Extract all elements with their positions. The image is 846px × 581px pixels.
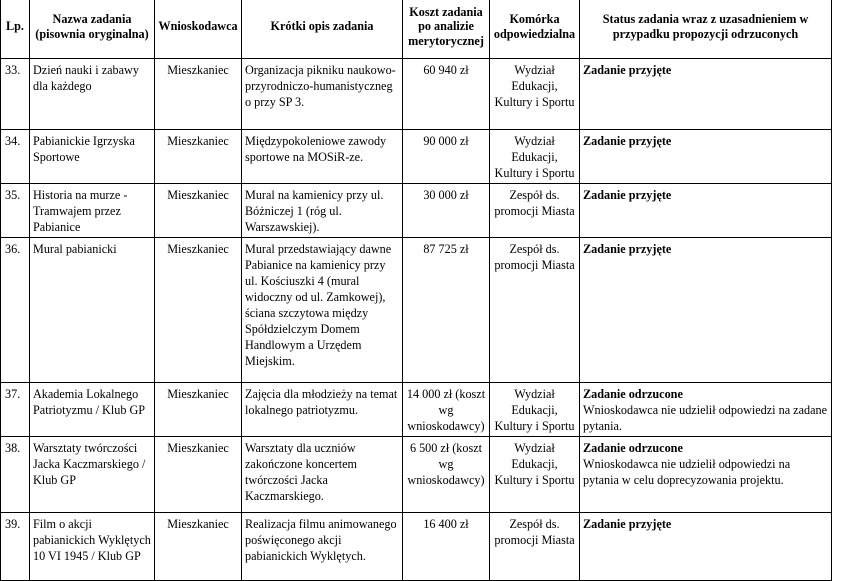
- cell-status: [580, 238, 832, 383]
- cell-unit: Wydział Edukacji, Kultury i Sportu: [490, 437, 580, 513]
- header-lp: Lp.: [1, 0, 30, 59]
- cell-status: [580, 437, 832, 513]
- cell-cost: 16 400 zł: [403, 513, 490, 581]
- cell-unit: Zespół ds. promocji Miasta: [490, 513, 580, 581]
- status-note: Wnioskodawca nie udzielił odpowiedzi na pytania w celu doprecyzowania projektu.: [583, 457, 791, 487]
- cell-cost: 6 500 zł (koszt wg wnioskodawcy): [403, 437, 490, 513]
- header-applicant: Wnioskodawca: [155, 0, 242, 59]
- cell-description: Zajęcia dla młodzieży na temat lokalnego patriotyzmu.: [242, 383, 403, 437]
- status-label: Zadanie odrzucone: [583, 441, 683, 455]
- status-label: Zadanie przyjęte: [583, 188, 672, 202]
- status-note: Wnioskodawca nie udzielił odpowiedzi na zadane pytania.: [583, 403, 827, 433]
- cell-applicant: Mieszkaniec: [155, 184, 242, 238]
- cell-cost: 90 000 zł: [403, 130, 490, 184]
- cell-unit: Wydział Edukacji, Kultury i Sportu: [490, 383, 580, 437]
- cell-status: [580, 513, 832, 581]
- cell-cost: 30 000 zł: [403, 184, 490, 238]
- table-row: [1, 437, 832, 513]
- cell-description: Warsztaty dla uczniów zakończone koncertem twórczości Jacka Kaczmarskiego.: [242, 437, 403, 513]
- cell-status: [580, 130, 832, 184]
- cell-lp: 36.: [1, 238, 30, 383]
- cell-description: Mural na kamienicy przy ul. Bóżniczej 1 (róg ul. Warszawskiej).: [242, 184, 403, 238]
- cell-applicant: Mieszkaniec: [155, 383, 242, 437]
- cell-name: Dzień nauki i zabawy dla każdego: [30, 59, 155, 130]
- cell-description: Mural przedstawiający dawne Pabianice na kamienicy przy ul. Kościuszki 4 (mural widoczny od ul. Zamkowej), ściana szczytowa między Spółdzielczym Domem Handlowym a Urzędem Miejskim.: [242, 238, 403, 383]
- table-row: [1, 130, 832, 184]
- cell-applicant: Mieszkaniec: [155, 130, 242, 184]
- header-name: Nazwa zadania (pisownia oryginalna): [30, 0, 155, 59]
- cell-name: Warsztaty twórczości Jacka Kaczmarskiego / Klub GP: [30, 437, 155, 513]
- table-row: [1, 513, 832, 581]
- status-label: Zadanie przyjęte: [583, 242, 672, 256]
- status-label: Zadanie odrzucone: [583, 387, 683, 401]
- table-row: [1, 383, 832, 437]
- cell-applicant: Mieszkaniec: [155, 437, 242, 513]
- status-label: Zadanie przyjęte: [583, 517, 672, 531]
- table-row: [1, 59, 832, 130]
- cell-status: [580, 184, 832, 238]
- cell-applicant: Mieszkaniec: [155, 238, 242, 383]
- cell-description: Międzypokoleniowe zawody sportowe na MOSiR-ze.: [242, 130, 403, 184]
- table-row: [1, 238, 832, 383]
- cell-name: Film o akcji pabianickich Wyklętych 10 VI 1945 / Klub GP: [30, 513, 155, 581]
- cell-cost: 60 940 zł: [403, 59, 490, 130]
- cell-applicant: Mieszkaniec: [155, 59, 242, 130]
- header-description: Krótki opis zadania: [242, 0, 403, 59]
- cell-lp: 33.: [1, 59, 30, 130]
- cell-lp: 35.: [1, 184, 30, 238]
- cell-unit: Wydział Edukacji, Kultury i Sportu: [490, 59, 580, 130]
- cell-unit: Zespół ds. promocji Miasta: [490, 238, 580, 383]
- cell-name: Akademia Lokalnego Patriotyzmu / Klub GP: [30, 383, 155, 437]
- status-label: Zadanie przyjęte: [583, 134, 672, 148]
- cell-cost: 87 725 zł: [403, 238, 490, 383]
- cell-lp: 34.: [1, 130, 30, 184]
- header-unit: Komórka odpowiedzialna: [490, 0, 580, 59]
- cell-description: Organizacja pikniku naukowo-przyrodniczo-humanistyczneg o przy SP 3.: [242, 59, 403, 130]
- cell-cost: 14 000 zł (koszt wg wnioskodawcy): [403, 383, 490, 437]
- header-cost: Koszt zadania po analizie merytorycznej: [403, 0, 490, 59]
- table-row: [1, 184, 832, 238]
- cell-applicant: Mieszkaniec: [155, 513, 242, 581]
- cell-name: Pabianickie Igrzyska Sportowe: [30, 130, 155, 184]
- header-status: Status zadania wraz z uzasadnieniem w przypadku propozycji odrzuconych: [580, 0, 832, 59]
- cell-status: [580, 59, 832, 130]
- cell-status: [580, 383, 832, 437]
- table-header-row: [1, 0, 832, 59]
- cell-lp: 39.: [1, 513, 30, 581]
- cell-name: Historia na murze - Tramwajem przez Pabianice: [30, 184, 155, 238]
- cell-unit: Zespół ds. promocji Miasta: [490, 184, 580, 238]
- cell-unit: Wydział Edukacji, Kultury i Sportu: [490, 130, 580, 184]
- cell-lp: 37.: [1, 383, 30, 437]
- status-label: Zadanie przyjęte: [583, 63, 672, 77]
- cell-description: Realizacja filmu animowanego poświęconego akcji pabianickich Wyklętych.: [242, 513, 403, 581]
- cell-lp: 38.: [1, 437, 30, 513]
- cell-name: Mural pabianicki: [30, 238, 155, 383]
